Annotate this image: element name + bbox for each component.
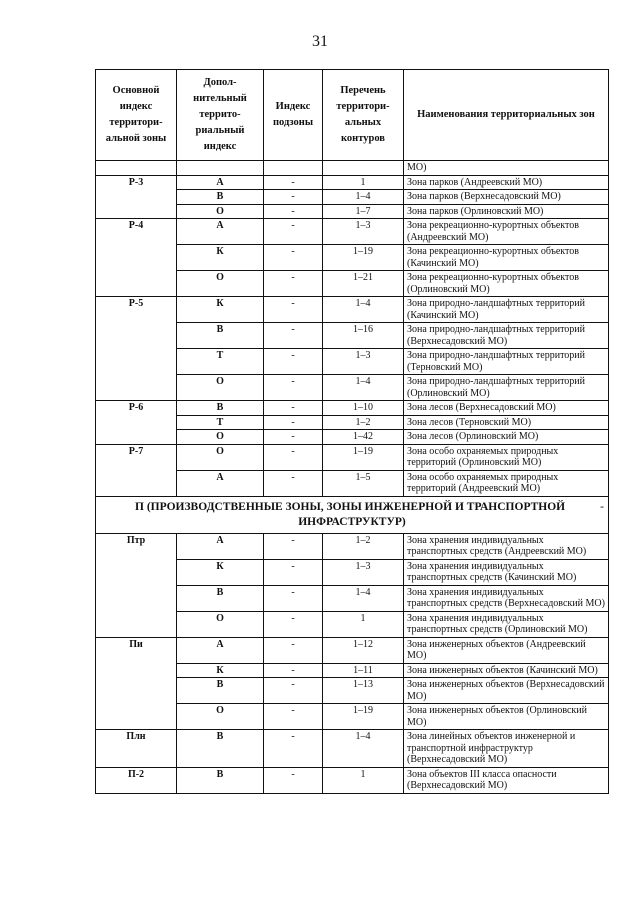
zone-name-cell: Зона инженерных объектов (Андреевский МО) [404, 637, 609, 663]
subzone-index-cell: - [264, 175, 323, 190]
contours-cell: 1–5 [323, 470, 404, 496]
subzone-index-cell: - [264, 637, 323, 663]
additional-index-cell: А [177, 533, 264, 559]
zone-name-cell: Зона природно-ландшафтных территорий (Орлиновский МО) [404, 375, 609, 401]
zone-name-cell: Зона парков (Андреевский МО) [404, 175, 609, 190]
header-subzone-index: Индекс подзоны [264, 70, 323, 161]
table-row [96, 533, 609, 559]
additional-index-cell: К [177, 297, 264, 323]
contours-cell: 1–4 [323, 375, 404, 401]
main-index-cell: Р-3 [96, 175, 177, 219]
contours-cell: 1–16 [323, 323, 404, 349]
contours-cell: 1–11 [323, 663, 404, 678]
zone-name-cell: Зона лесов (Верхнесадовский МО) [404, 401, 609, 416]
table-body-production [96, 533, 609, 793]
contours-cell: 1–3 [323, 559, 404, 585]
section-header [96, 496, 609, 533]
subzone-index-cell: - [264, 730, 323, 768]
additional-index-cell: О [177, 704, 264, 730]
subzone-index-cell: - [264, 245, 323, 271]
contours-cell: 1–4 [323, 730, 404, 768]
contours-cell: 1–2 [323, 533, 404, 559]
additional-index-cell: О [177, 204, 264, 219]
main-index-cell: Р-7 [96, 444, 177, 496]
main-index-cell: Р-5 [96, 297, 177, 401]
zone-name-cell: Зона природно-ландшафтных территорий (Качинский МО) [404, 297, 609, 323]
contours-cell: 1–12 [323, 637, 404, 663]
additional-index-cell: В [177, 323, 264, 349]
contours-cell: 1–4 [323, 297, 404, 323]
additional-index-cell: А [177, 470, 264, 496]
zone-name-cell: Зона парков (Верхнесадовский МО) [404, 190, 609, 205]
contours-cell: 1–19 [323, 704, 404, 730]
subzone-index-cell: - [264, 663, 323, 678]
subzone-index-cell: - [264, 415, 323, 430]
zone-name-cell: Зона рекреационно-курортных объектов (Андреевский МО) [404, 219, 609, 245]
subzone-index-cell: - [264, 297, 323, 323]
table-row [96, 401, 609, 416]
contours-cell: 1 [323, 175, 404, 190]
subzone-index-cell: - [264, 375, 323, 401]
subzone-index-cell: - [264, 767, 323, 793]
zone-name-cell: Зона природно-ландшафтных территорий (Верхнесадовский МО) [404, 323, 609, 349]
zone-name-cell: Зона рекреационно-курортных объектов (Орлиновский МО) [404, 271, 609, 297]
section-side-mark: - [600, 500, 604, 513]
additional-index-cell: А [177, 637, 264, 663]
zone-name-cell: Зона рекреационно-курортных объектов (Качинский МО) [404, 245, 609, 271]
subzone-index-cell: - [264, 190, 323, 205]
section-title: П (ПРОИЗВОДСТВЕННЫЕ ЗОНЫ, ЗОНЫ ИНЖЕНЕРНОЙ И ТРАНСПОРТНОЙ ИНФРАСТРУКТУР) [135, 500, 566, 528]
zone-name-cell: Зона хранения индивидуальных транспортных средств (Верхнесадовский МО) [404, 585, 609, 611]
additional-index-cell: В [177, 767, 264, 793]
zone-name-cell: Зона инженерных объектов (Орлиновский МО) [404, 704, 609, 730]
zone-name-cell: Зона лесов (Терновский МО) [404, 415, 609, 430]
contours-cell: 1–19 [323, 444, 404, 470]
subzone-index-cell: - [264, 444, 323, 470]
table-row [96, 175, 609, 190]
additional-index-cell: В [177, 190, 264, 205]
subzone-index-cell: - [264, 585, 323, 611]
subzone-index-cell: - [264, 401, 323, 416]
zone-name-cell: Зона парков (Орлиновский МО) [404, 204, 609, 219]
contours-cell: 1–42 [323, 430, 404, 445]
subzone-index-cell: - [264, 323, 323, 349]
subzone-index-cell: - [264, 704, 323, 730]
zone-name-cell: Зона хранения индивидуальных транспортных средств (Качинский МО) [404, 559, 609, 585]
main-index-cell: Р-4 [96, 219, 177, 297]
contours-cell: 1–13 [323, 678, 404, 704]
subzone-index-cell: - [264, 470, 323, 496]
contours-cell: 1–21 [323, 271, 404, 297]
main-index-cell: Плн [96, 730, 177, 768]
zone-name-cell: Зона особо охраняемых природных территорий (Орлиновский МО) [404, 444, 609, 470]
zones-table [95, 69, 609, 794]
contours-cell: 1–3 [323, 219, 404, 245]
additional-index-cell: В [177, 730, 264, 768]
subzone-index-cell: - [264, 678, 323, 704]
subzone-index-cell: - [264, 611, 323, 637]
subzone-index-cell: - [264, 559, 323, 585]
main-index-cell: Р-6 [96, 401, 177, 445]
additional-index-cell: К [177, 663, 264, 678]
main-index-cell: Птр [96, 533, 177, 637]
contours-cell: 1 [323, 767, 404, 793]
zone-name-cell: Зона лесов (Орлиновский МО) [404, 430, 609, 445]
table-row [96, 444, 609, 470]
additional-index-cell: О [177, 444, 264, 470]
table-row [96, 297, 609, 323]
header-zone-names: Наименования территориальных зон [404, 70, 609, 161]
additional-index-cell: Т [177, 415, 264, 430]
main-index-cell: П-2 [96, 767, 177, 793]
additional-index-cell: О [177, 611, 264, 637]
zone-name-cell: Зона хранения индивидуальных транспортных средств (Орлиновский МО) [404, 611, 609, 637]
table-row [96, 219, 609, 245]
contours-cell: 1–7 [323, 204, 404, 219]
zone-name-cell: Зона природно-ландшафтных территорий (Терновский МО) [404, 349, 609, 375]
zone-name-cell: Зона объектов III класса опасности (Верхнесадовский МО) [404, 767, 609, 793]
section-row-production [96, 496, 609, 533]
subzone-index-cell: - [264, 271, 323, 297]
zone-name-cell: Зона инженерных объектов (Верхнесадовский МО) [404, 678, 609, 704]
additional-index-cell: О [177, 375, 264, 401]
subzone-index-cell: - [264, 204, 323, 219]
zone-name-cell: Зона хранения индивидуальных транспортных средств (Андреевский МО) [404, 533, 609, 559]
header-additional-index: Допол-нительный террито-риальный индекс [177, 70, 264, 161]
additional-index-cell: К [177, 559, 264, 585]
zone-name-cell: Зона особо охраняемых природных территорий (Андреевский МО) [404, 470, 609, 496]
additional-index-cell: К [177, 245, 264, 271]
subzone-index-cell: - [264, 349, 323, 375]
contours-cell: 1 [323, 611, 404, 637]
contours-cell: 1–10 [323, 401, 404, 416]
contours-cell: 1–19 [323, 245, 404, 271]
subzone-index-cell: - [264, 430, 323, 445]
zone-name-cell: Зона инженерных объектов (Качинский МО) [404, 663, 609, 678]
contours-cell: 1–3 [323, 349, 404, 375]
subzone-index-cell: - [264, 219, 323, 245]
contours-cell: 1–2 [323, 415, 404, 430]
zone-name-cell: МО) [404, 161, 609, 176]
header-row [96, 70, 609, 161]
additional-index-cell: В [177, 678, 264, 704]
subzone-index-cell: - [264, 533, 323, 559]
table-body-recreation [96, 161, 609, 497]
zone-name-cell: Зона линейных объектов инженерной и транспортной инфраструктур (Верхнесадовский МО) [404, 730, 609, 768]
additional-index-cell: В [177, 401, 264, 416]
table-row [96, 767, 609, 793]
table-row [96, 637, 609, 663]
contours-cell: 1–4 [323, 190, 404, 205]
page-number: 31 [312, 33, 328, 50]
additional-index-cell: О [177, 271, 264, 297]
additional-index-cell: Т [177, 349, 264, 375]
continuation-row [96, 161, 609, 176]
main-index-cell: Пи [96, 637, 177, 730]
additional-index-cell: А [177, 175, 264, 190]
table-row [96, 730, 609, 768]
additional-index-cell: О [177, 430, 264, 445]
header-contours-list: Перечень территори-альных контуров [323, 70, 404, 161]
header-main-index: Основной индекс территори-альной зоны [96, 70, 177, 161]
additional-index-cell: В [177, 585, 264, 611]
contours-cell: 1–4 [323, 585, 404, 611]
additional-index-cell: А [177, 219, 264, 245]
